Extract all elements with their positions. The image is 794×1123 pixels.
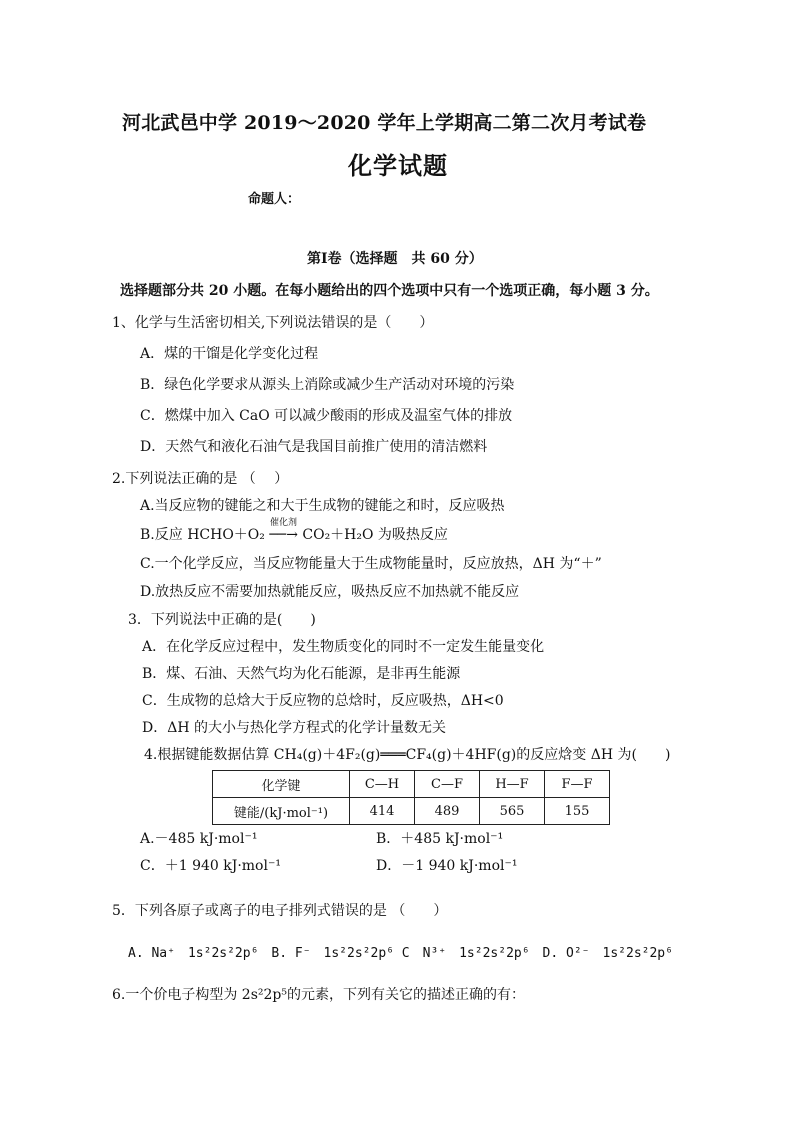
question-1-stem: 1、化学与生活密切相关,下列说法错误的是（ ） bbox=[112, 315, 434, 331]
table-header-cell: C—F bbox=[415, 771, 480, 798]
question-2-option-c: C.一个化学反应，当反应物能量大于生成物能量时，反应放热，ΔH 为“＋” bbox=[140, 556, 602, 572]
bond-energy-table bbox=[212, 770, 610, 825]
question-5-options: A. Na⁺ 1s²2s²2p⁶ B. F⁻ 1s²2s²2p⁶ C N³⁺ 1s²2s²2p⁶ D. O²⁻ 1s²2s²2p⁶ bbox=[128, 946, 673, 961]
question-4-option-c: C．＋1 940 kJ·mol⁻¹ bbox=[140, 858, 281, 874]
exam-title: 河北武邑中学 2019～2020 学年上学期高二第二次月考试卷 bbox=[122, 112, 647, 134]
table-header-cell: 化学键 bbox=[213, 771, 350, 798]
question-2-option-b: B.反应 HCHO＋O₂ ──→ CO₂＋H₂O 为吸热反应 bbox=[140, 527, 448, 543]
question-3-option-a: A．在化学反应过程中，发生物质变化的同时不一定发生能量变化 bbox=[142, 639, 545, 655]
table-cell: 414 bbox=[350, 798, 415, 825]
question-3-option-b: B．煤、石油、天然气均为化石能源，是非再生能源 bbox=[142, 666, 461, 682]
section-heading: 第Ⅰ卷（选择题 共 60 分） bbox=[307, 251, 483, 267]
question-3-option-d: D．ΔH 的大小与热化学方程式的化学计量数无关 bbox=[142, 720, 446, 736]
question-1-option-d: D．天然气和液化石油气是我国目前推广使用的清洁燃料 bbox=[140, 439, 488, 455]
question-2-stem: 2.下列说法正确的是 （ ） bbox=[112, 471, 289, 487]
question-6-stem: 6.一个价电子构型为 2s²2p⁵的元素，下列有关它的描述正确的有： bbox=[112, 987, 525, 1003]
question-2-option-a: A.当反应物的键能之和大于生成物的键能之和时，反应吸热 bbox=[140, 498, 505, 514]
table-cell: 565 bbox=[480, 798, 545, 825]
question-3-stem: 3．下列说法中正确的是( ) bbox=[128, 612, 316, 628]
question-5-stem: 5．下列各原子或离子的电子排列式错误的是 （ ） bbox=[112, 903, 448, 919]
table-header-cell: H—F bbox=[480, 771, 545, 798]
question-3-option-c: C．生成物的总焓大于反应物的总焓时，反应吸热，ΔH<0 bbox=[142, 693, 504, 709]
table-row-label: 键能/(kJ·mol⁻¹) bbox=[213, 798, 350, 825]
question-4-option-d: D．－1 940 kJ·mol⁻¹ bbox=[376, 858, 518, 874]
table-header-row bbox=[213, 771, 610, 798]
question-4-stem: 4.根据键能数据估算 CH₄(g)＋4F₂(g)═══CF₄(g)＋4HF(g)的反应焓变 ΔH 为( ) bbox=[144, 747, 671, 763]
table-cell: 155 bbox=[545, 798, 610, 825]
author-label: 命题人： bbox=[248, 192, 301, 207]
section-instructions: 选择题部分共 20 小题。在每小题给出的四个选项中只有一个选项正确，每小题 3 分。 bbox=[120, 283, 659, 299]
table-cell: 489 bbox=[415, 798, 480, 825]
catalyst-label: 催化剂 bbox=[270, 518, 298, 528]
table-header-cell: C—H bbox=[350, 771, 415, 798]
question-1-option-c: C．燃煤中加入 CaO 可以减少酸雨的形成及温室气体的排放 bbox=[140, 408, 513, 424]
question-1-option-a: A．煤的干馏是化学变化过程 bbox=[140, 346, 319, 362]
subject-title: 化学试题 bbox=[348, 151, 448, 180]
table-row bbox=[213, 798, 610, 825]
question-1-option-b: B．绿色化学要求从源头上消除或减少生产活动对环境的污染 bbox=[140, 377, 515, 393]
table-header-cell: F—F bbox=[545, 771, 610, 798]
question-2-option-d: D.放热反应不需要加热就能反应，吸热反应不加热就不能反应 bbox=[140, 584, 520, 600]
question-4-option-a: A.－485 kJ·mol⁻¹ bbox=[140, 831, 258, 847]
question-4-option-b: B．＋485 kJ·mol⁻¹ bbox=[376, 831, 504, 847]
